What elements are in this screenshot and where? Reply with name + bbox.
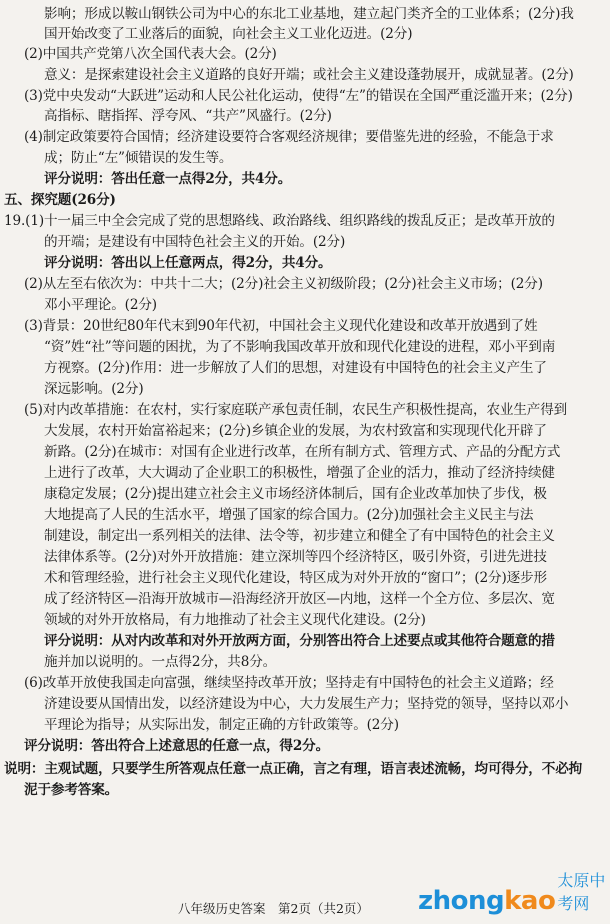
text-line: 高指标、瞎指挥、浮夸风、“共产”风盛行。(2分) bbox=[44, 108, 332, 124]
text-line: (2)从左至右依次为：中共十二大；(2分)社会主义初级阶段；(2分)社会主义市场；(2分) bbox=[24, 276, 543, 292]
text-line: 平理论为指导；从实际出发，制定正确的方针政策等。(2分) bbox=[44, 717, 399, 733]
text-line: “资”姓“社”等问题的困扰，为了不影响我国改革开放和现代化建设的进程，邓小平到南 bbox=[44, 339, 556, 355]
brand-part-b: kao bbox=[504, 886, 556, 916]
text-line: 影响；形成以鞍山钢铁公司为中心的东北工业基地，建立起门类齐全的工业体系；(2分)我 bbox=[44, 6, 574, 22]
scoring-note: 评分说明：答出符合上述意思的任意一点，得2分。 bbox=[24, 738, 330, 754]
text-line: (4)制定政策要符合国情；经济建设要符合客观经济规律；要借鉴先进的经验，不能急于求 bbox=[24, 129, 554, 145]
text-line: (5)对内改革措施：在农村，实行家庭联产承包责任制，农民生产积极性提高，农业生产得到 bbox=[24, 402, 568, 418]
text-line: 制建设，制定出一系列相关的法律、法令等，初步建立和健全了有中国特色的社会主义 bbox=[44, 528, 555, 544]
text-line: 成；防止“左”倾错误的发生等。 bbox=[44, 150, 233, 166]
footer-text: 八年级历史答案 第2页（共2页） bbox=[178, 901, 369, 916]
text-line: 国开始改变了工业落后的面貌，向社会主义工业化迈进。(2分) bbox=[44, 26, 413, 42]
text-line: 新路。(2分)在城市：对国有企业进行改革，在所有制方式、管理方式、产品的分配方式 bbox=[44, 444, 561, 460]
text-line: 的开端；是建设有中国特色社会主义的开始。(2分) bbox=[44, 234, 346, 250]
text-line: 邓小平理论。(2分) bbox=[44, 297, 157, 313]
scoring-note: 评分说明：答出任意一点得2分，共4分。 bbox=[44, 171, 292, 187]
text-line: 方视察。(2分)作用：进一步解放了人们的思想，对建设有中国特色的社会主义产生了 bbox=[44, 360, 547, 376]
text-line: 济建设要从国情出发，以经济建设为中心，大力发展生产力；坚持党的领导，坚持以邓小 bbox=[44, 696, 569, 712]
text-line: 领域的对外开放格局，有力地推动了社会主义现代化建设。(2分) bbox=[44, 612, 426, 628]
text-line: 施并加以说明的。一点得2分，共8分。 bbox=[44, 654, 277, 670]
site-watermark-logo bbox=[418, 871, 610, 916]
text-line: (3)党中央发动“大跃进”运动和人民公社化运动，使得“左”的错误在全国严重泛滥开来；(2分) bbox=[24, 88, 573, 104]
text-line: 康稳定发展；(2分)提出建立社会主义市场经济体制后，国有企业改革加快了步伐，极 bbox=[44, 486, 547, 502]
text-line: 上进行了改革，大大调动了企业职工的积极性，增强了企业的活力，推动了经济持续健 bbox=[44, 465, 555, 481]
text-line: 深远影响。(2分) bbox=[44, 381, 144, 397]
text-line: 大地提高了人民的生活水平，增强了国家的综合国力。(2分)加强社会主义民主与法 bbox=[44, 507, 534, 523]
general-note: 泥于参考答案。 bbox=[24, 782, 119, 798]
text-line: 术和管理经验，进行社会主义现代化建设，特区成为对外开放的“窗口”；(2分)逐步形 bbox=[44, 570, 547, 586]
scoring-note: 评分说明：从对内改革和对外开放两方面，分别答出符合上述要点或其他符合题意的措 bbox=[44, 633, 555, 649]
scoring-note: 评分说明：答出以上任意两点，得2分，共4分。 bbox=[44, 255, 332, 271]
site-name: 太原中考网 bbox=[557, 871, 606, 913]
question-start: 19.(1)十一届三中全会完成了党的思想路线、政治路线、组织路线的拨乱反正；是改革开放的 bbox=[4, 213, 555, 229]
general-note: 说明：主观试题，只要学生所答观点任意一点正确，言之有理，语言表述流畅，均可得分，不必拘 bbox=[4, 761, 583, 777]
text-line: (2)中国共产党第八次全国代表大会。(2分) bbox=[24, 46, 277, 62]
text-line: (6)改革开放使我国走向富强，继续坚持改革开放；坚持走有中国特色的社会主义道路；经 bbox=[24, 675, 554, 691]
text-line: 大发展，农村开始富裕起来；(2分)乡镇企业的发展，为农村致富和实现现代化开辟了 bbox=[44, 423, 547, 439]
text-line: 意义：是探索建设社会主义道路的良好开端；或社会主义建设蓬勃展开，成就显著。(2分) bbox=[44, 67, 574, 83]
text-line: 法律体系等。(2分)对外开放措施：建立深圳等四个经济特区，吸引外资，引进先进技 bbox=[44, 549, 547, 565]
text-line: (3)背景：20世纪80年代末到90年代初，中国社会主义现代化建设和改革开放遇到了姓 bbox=[24, 318, 538, 334]
text-line: 成了经济特区—沿海开放城市—沿海经济开放区—内地，这样一个全方位、多层次、宽 bbox=[44, 591, 555, 607]
section-heading: 五、探究题(26分) bbox=[4, 192, 116, 208]
brand-part-a: zhong bbox=[418, 886, 505, 916]
